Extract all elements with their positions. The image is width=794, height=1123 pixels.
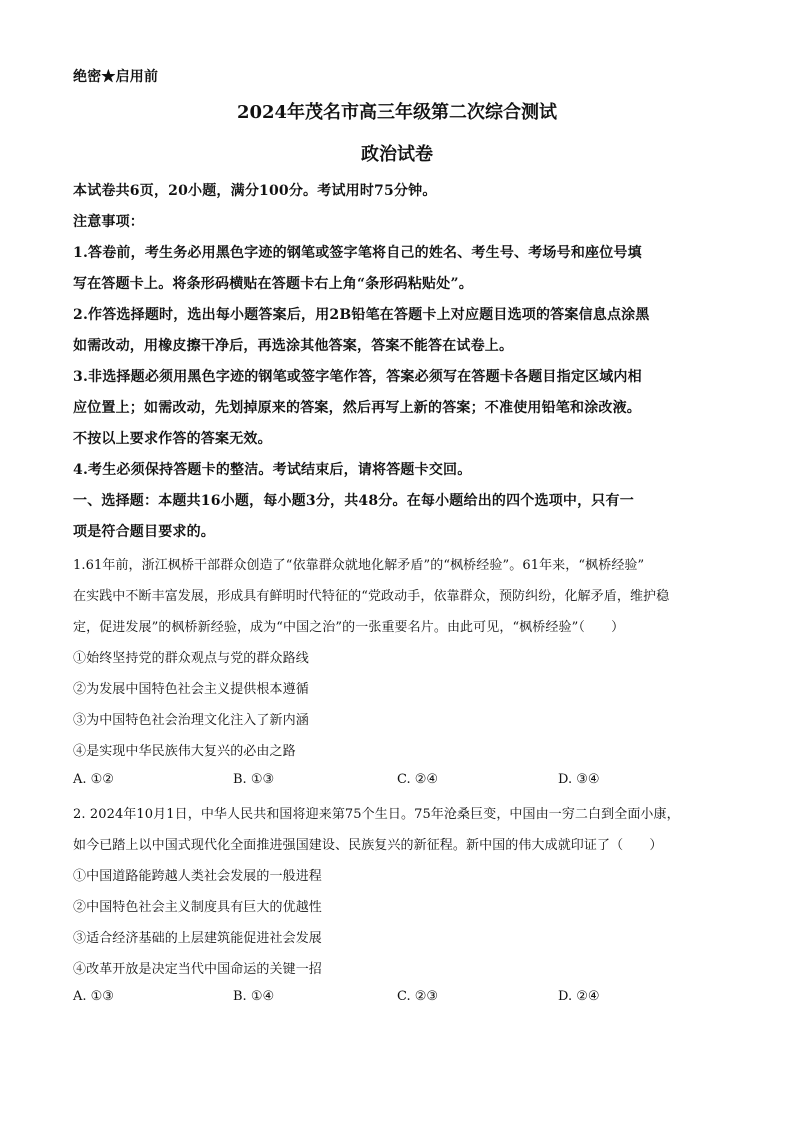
notice-item-1-line-2: 写在答题卡上。将条形码横贴在答题卡右上角“条形码粘贴处”。 xyxy=(73,276,473,292)
question-1-statement-1: ①始终坚持党的群众观点与党的群众路线 xyxy=(73,651,309,666)
section-1-heading-line-1: 一、选择题：本题共16小题，每小题3分，共48分。在每小题给出的四个选项中，只有一 xyxy=(73,493,634,509)
notice-item-4: 4.考生必须保持答题卡的整洁。考试结束后，请将答题卡交回。 xyxy=(73,462,472,478)
notice-item-2-line-1: 2.作答选择题时，选出每小题答案后，用2B铅笔在答题卡上对应题目选项的答案信息点涂黑 xyxy=(73,307,650,323)
question-1-option-d: D. ③④ xyxy=(558,772,600,787)
question-2-option-d: D. ②④ xyxy=(558,989,600,1004)
question-2-stem-line-1: 2. 2024年10月1日，中华人民共和国将迎来第75个生日。75年沧桑巨变，中国由一穷二白到全面小康， xyxy=(73,807,680,822)
question-1-option-b: B. ①③ xyxy=(233,772,275,787)
notice-item-1-line-1: 1.答卷前，考生务必用黑色字迹的钢笔或签字笔将自己的姓名、考生号、考场号和座位号填 xyxy=(73,245,642,261)
notice-item-3-line-3: 不按以上要求作答的答案无效。 xyxy=(73,431,272,447)
question-1-statement-4: ④是实现中华民族伟大复兴的必由之路 xyxy=(73,744,296,759)
exam-title: 2024年茂名市高三年级第二次综合测试 xyxy=(236,102,558,123)
secret-tag: 绝密★启用前 xyxy=(73,69,159,85)
question-1-statement-3: ③为中国特色社会治理文化注入了新内涵 xyxy=(73,713,309,728)
question-2-statement-1: ①中国道路能跨越人类社会发展的一般进程 xyxy=(73,869,322,884)
exam-subtitle: 政治试卷 xyxy=(361,144,433,165)
question-2-statement-3: ③适合经济基础的上层建筑能促进社会发展 xyxy=(73,931,322,946)
question-1-statement-2: ②为发展中国特色社会主义提供根本遵循 xyxy=(73,682,309,697)
question-1-stem-line-2: 在实践中不断丰富发展，形成具有鲜明时代特征的“党政动手，依靠群众，预防纠纷，化解矛盾，维护稳 xyxy=(73,589,670,604)
notice-heading: 注意事项： xyxy=(73,214,144,230)
question-2-statement-4: ④改革开放是决定当代中国命运的关键一招 xyxy=(73,962,322,977)
notice-item-3-line-1: 3.非选择题必须用黑色字迹的钢笔或签字笔作答，答案必须写在答题卡各题目指定区域内相 xyxy=(73,369,642,385)
question-2-option-a: A. ①③ xyxy=(73,989,114,1004)
question-2-option-b: B. ①④ xyxy=(233,989,275,1004)
question-2-statement-2: ②中国特色社会主义制度具有巨大的优越性 xyxy=(73,900,322,915)
question-1-stem-line-1: 1.61年前，浙江枫桥干部群众创造了“依靠群众就地化解矛盾”的“枫桥经验”。61年来，“枫桥经验” xyxy=(73,558,645,573)
question-1-option-a: A. ①② xyxy=(73,772,114,787)
section-1-heading-line-2: 项是符合题目要求的。 xyxy=(73,524,215,540)
notice-item-3-line-2: 应位置上；如需改动，先划掉原来的答案，然后再写上新的答案；不准使用铅笔和涂改液。 xyxy=(73,400,641,416)
notice-item-2-line-2: 如需改动，用橡皮擦干净后，再选涂其他答案，答案不能答在试卷上。 xyxy=(73,338,514,354)
question-2-option-c: C. ②③ xyxy=(397,989,439,1004)
exam-intro: 本试卷共6页，20小题，满分100分。考试用时75分钟。 xyxy=(73,183,437,199)
question-1-stem-line-3: 定，促进发展”的枫桥新经验，成为“中国之治”的一张重要名片。由此可见，“枫桥经验”（ ） xyxy=(73,620,625,635)
question-2-stem-line-2: 如今已踏上以中国式现代化全面推进强国建设、民族复兴的新征程。新中国的伟大成就印证了（ ） xyxy=(73,838,663,853)
question-1-option-c: C. ②④ xyxy=(397,772,439,787)
